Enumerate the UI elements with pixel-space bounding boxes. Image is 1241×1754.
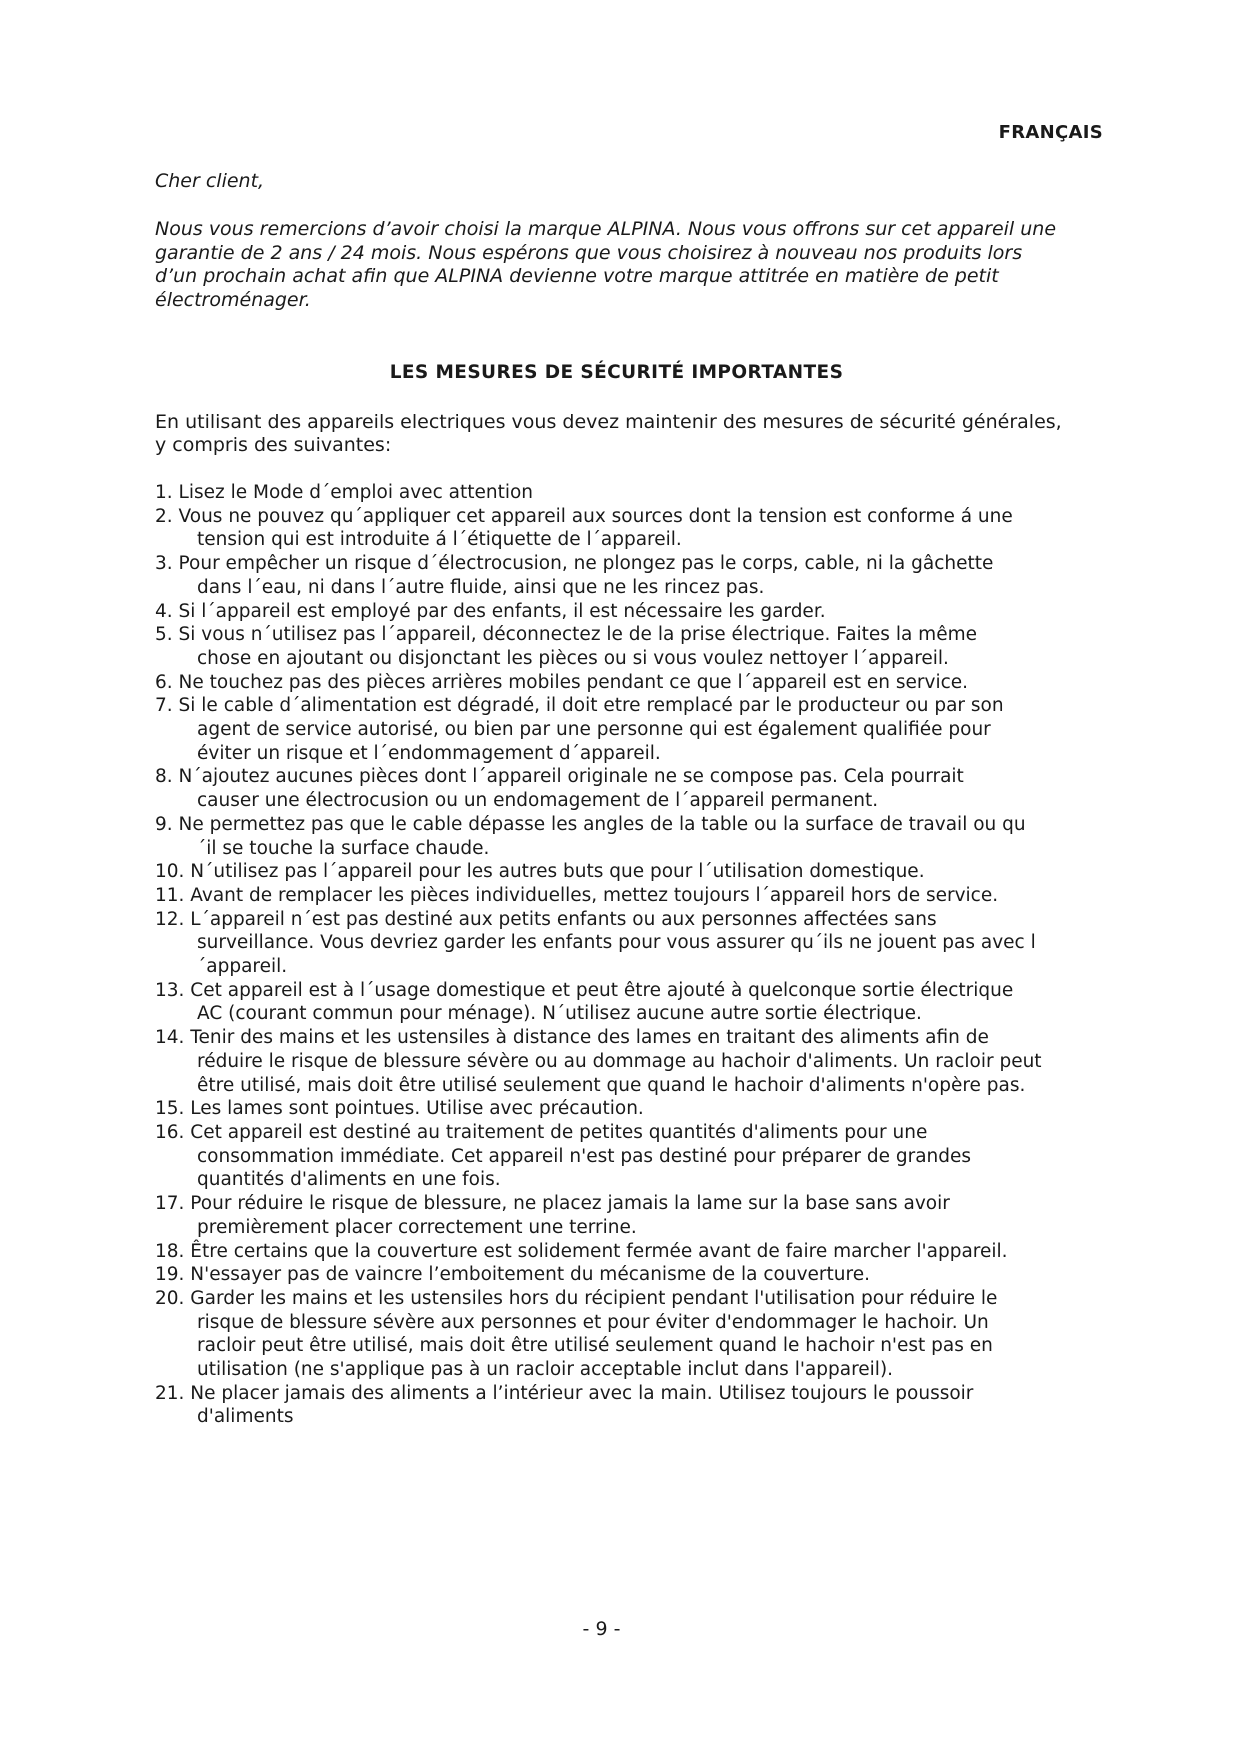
safety-rule-continuation-line: être utilisé, mais doit être utilisé seulement que quand le hachoir d'aliments n'opère pas.: [197, 1074, 1026, 1096]
intro-line: Nous vous remercions d’avoir choisi la marque ALPINA. Nous vous offrons sur cet appareil une: [155, 218, 1057, 240]
safety-rule-continuation-line: d'aliments: [197, 1406, 294, 1428]
safety-rule-first-line: 21. Ne placer jamais des aliments a l’intérieur avec la main. Utilisez toujours le poussoir: [155, 1382, 974, 1404]
safety-rule-item: [155, 552, 1175, 599]
safety-rule-item: [155, 884, 1175, 908]
safety-rule-item: [155, 623, 1175, 670]
safety-rule-item: [155, 860, 1175, 884]
safety-rule-continuation-line: utilisation (ne s'applique pas à un racloir acceptable inclut dans l'appareil).: [197, 1359, 894, 1381]
safety-rule-continuation-line: premièrement placer correctement une terrine.: [197, 1216, 637, 1238]
safety-rule-item: [155, 1121, 1175, 1192]
safety-rule-item: [155, 1026, 1175, 1097]
page-footer: [0, 1618, 1241, 1640]
safety-rule-item: [155, 505, 1175, 552]
safety-rule-first-line: 11. Avant de remplacer les pièces individuelles, mettez toujours l´appareil hors de service.: [155, 884, 999, 906]
safety-rule-continuation-line: dans l´eau, ni dans l´autre fluide, ainsi que ne les rincez pas.: [197, 576, 765, 598]
safety-rule-item: [155, 979, 1175, 1026]
intro-paragraph: [155, 218, 1105, 312]
greeting: Cher client,: [155, 170, 265, 192]
safety-rule-first-line: 18. Être certains que la couverture est solidement fermée avant de faire marcher l'appareil.: [155, 1240, 1008, 1262]
safety-rule-item: [155, 1240, 1175, 1264]
safety-rule-continuation-line: ´appareil.: [197, 956, 288, 978]
language-label: FRANÇAIS: [998, 122, 1103, 143]
lead-paragraph: [155, 411, 1115, 457]
section-heading-text: LES MESURES DE SÉCURITÉ IMPORTANTES: [389, 362, 844, 383]
safety-rule-item: [155, 600, 1175, 624]
safety-rule-first-line: 13. Cet appareil est à l´usage domestique et peut être ajouté à quelconque sortie électrique: [155, 979, 1014, 1001]
safety-rule-item: [155, 481, 1175, 505]
safety-rule-continuation-line: surveillance. Vous devriez garder les enfants pour vous assurer qu´ils ne jouent pas avec l: [197, 932, 1036, 954]
safety-rule-first-line: 10. N´utilisez pas l´appareil pour les autres buts que pour l´utilisation domestique.: [155, 861, 925, 883]
intro-line: d’un prochain achat afin que ALPINA devienne votre marque attitrée en matière de petit: [155, 265, 999, 287]
lead-line: y compris des suivantes:: [155, 434, 392, 456]
safety-rule-continuation-line: risque de blessure sévère aux personnes et pour éviter d'endommager le hachoir. Un: [197, 1311, 989, 1333]
safety-rule-first-line: 4. Si l´appareil est employé par des enfants, il est nécessaire les garder.: [155, 600, 826, 622]
safety-rule-continuation-line: tension qui est introduite á l´étiquette de l´appareil.: [197, 529, 682, 551]
safety-rule-first-line: 5. Si vous n´utilisez pas l´appareil, déconnectez le de la prise électrique. Faites la même: [155, 624, 977, 646]
safety-rule-first-line: 12. L´appareil n´est pas destiné aux petits enfants ou aux personnes affectées sans: [155, 908, 937, 930]
safety-rule-first-line: 14. Tenir des mains et les ustensiles à distance des lames en traitant des aliments afin de: [155, 1027, 989, 1049]
safety-rule-continuation-line: agent de service autorisé, ou bien par une personne qui est également qualifiée pour: [197, 719, 991, 741]
safety-rule-first-line: 6. Ne touchez pas des pièces arrières mobiles pendant ce que l´appareil est en service.: [155, 671, 969, 693]
safety-rule-item: [155, 1192, 1175, 1239]
safety-rule-item: [155, 765, 1175, 812]
safety-rule-continuation-line: réduire le risque de blessure sévère ou au dommage au hachoir d'aliments. Un racloir peut: [197, 1050, 1042, 1072]
safety-rule-first-line: 17. Pour réduire le risque de blessure, ne placez jamais la lame sur la base sans avoir: [155, 1193, 950, 1215]
safety-rule-first-line: 9. Ne permettez pas que le cable dépasse les angles de la table ou la surface de travail ou qu: [155, 813, 1026, 835]
safety-rule-continuation-line: causer une électrocusion ou un endomagement de l´appareil permanent.: [197, 790, 879, 812]
safety-rule-first-line: 20. Garder les mains et les ustensiles hors du récipient pendant l'utilisation pour réduire le: [155, 1287, 998, 1309]
safety-rule-item: [155, 1263, 1175, 1287]
safety-rule-continuation-line: éviter un risque et l´endommagement d´appareil.: [197, 742, 661, 764]
safety-rule-first-line: 15. Les lames sont pointues. Utilise avec précaution.: [155, 1098, 644, 1120]
safety-rule-continuation-line: chose en ajoutant ou disjonctant les pièces ou si vous voulez nettoyer l´appareil.: [197, 647, 949, 669]
safety-rule-item: [155, 813, 1175, 860]
safety-rule-item: [155, 908, 1175, 979]
safety-rule-first-line: 1. Lisez le Mode d´emploi avec attention: [155, 482, 534, 503]
safety-rule-continuation-line: consommation immédiate. Cet appareil n'est pas destiné pour préparer de grandes: [197, 1145, 972, 1167]
safety-rule-first-line: 8. N´ajoutez aucunes pièces dont l´appareil originale ne se compose pas. Cela pourrait: [155, 766, 964, 788]
intro-line: garantie de 2 ans / 24 mois. Nous espérons que vous choisirez à nouveau nos produits lors: [155, 241, 1023, 264]
safety-rule-continuation-line: ´il se touche la surface chaude.: [197, 837, 490, 859]
safety-rule-first-line: 3. Pour empêcher un risque d´électrocusion, ne plongez pas le corps, cable, ni la gâchette: [155, 553, 994, 575]
safety-rule-continuation-line: quantités d'aliments en une fois.: [197, 1169, 501, 1191]
page-number: - 9 -: [582, 1618, 621, 1640]
lead-line: En utilisant des appareils electriques vous devez maintenir des mesures de sécurité générales,: [155, 411, 1062, 433]
section-heading: [0, 362, 1241, 383]
safety-rule-item: [155, 1287, 1175, 1382]
safety-rules-list: [155, 481, 1175, 1429]
safety-rule-first-line: 7. Si le cable d´alimentation est dégradé, il doit etre remplacé par le producteur ou par son: [155, 695, 1004, 717]
safety-rule-first-line: 19. N'essayer pas de vaincre l’emboitement du mécanisme de la couverture.: [155, 1264, 870, 1286]
safety-rule-item: [155, 1097, 1175, 1121]
safety-rule-continuation-line: AC (courant commun pour ménage). N´utilisez aucune autre sortie électrique.: [197, 1003, 922, 1025]
safety-rule-item: [155, 1382, 1175, 1429]
safety-rule-item: [155, 694, 1175, 765]
intro-line: électroménager.: [155, 288, 311, 311]
safety-rule-continuation-line: racloir peut être utilisé, mais doit être utilisé seulement quand le hachoir n'est pas en: [197, 1335, 993, 1357]
safety-rule-item: [155, 671, 1175, 695]
safety-rule-first-line: 2. Vous ne pouvez qu´appliquer cet appareil aux sources dont la tension est conforme á une: [155, 505, 1013, 527]
safety-rule-first-line: 16. Cet appareil est destiné au traitement de petites quantités d'aliments pour une: [155, 1121, 928, 1143]
